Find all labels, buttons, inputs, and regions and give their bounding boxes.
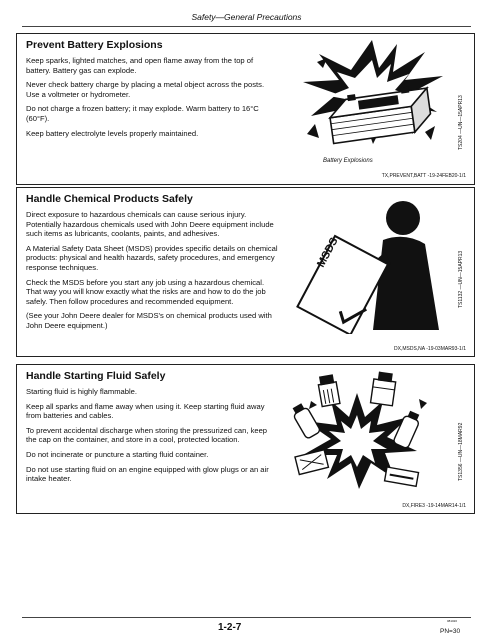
starting-fluid-explosion-icon: [287, 371, 437, 495]
footer-code: 081020: [447, 619, 458, 623]
person-reading-msds-icon: [287, 194, 447, 334]
section-title: Handle Chemical Products Safely: [26, 193, 193, 205]
header-divider: [22, 26, 471, 27]
section-starting-fluid: [16, 364, 475, 514]
illustration-caption: Battery Explosions: [323, 158, 373, 164]
paragraph: To prevent accidental discharge when storing the pressurized can, keep the cap on the container, and store in a cool, protected location.: [26, 425, 268, 445]
paragraph: Starting fluid is highly flammable.: [26, 387, 138, 396]
reference-code: DX,FIRE3 -19-14MAR14-1/1: [402, 503, 466, 509]
paragraph: Keep all sparks and flame away when using it. Keep starting fluid away from batteries and cables.: [26, 401, 265, 421]
paragraph: Do not incinerate or puncture a starting fluid container.: [26, 449, 209, 459]
figure-code: TS1132 —UN—15APR13: [458, 250, 464, 308]
paragraph: Keep sparks, lighted matches, and open flame away from the top of battery. Battery gas can explode.: [26, 56, 254, 75]
section-body: [26, 387, 278, 489]
paragraph: Check the MSDS before you start any job using a hazardous chemical. That way you will know exactly what the risks are and how to do the job safely. Then follow procedures and recommended equipment.: [26, 277, 266, 306]
section-chemical-products: [16, 187, 475, 357]
paragraph: A Material Safety Data Sheet (MSDS) provides specific details on chemical products: physical and health hazards, safety procedures, and emergency response techniques.: [26, 243, 278, 272]
figure-code: TS1356 —UN—18MAR92: [458, 422, 464, 481]
paragraph: Do not charge a frozen battery; it may explode. Warm battery to 16°C (60°F).: [26, 104, 259, 123]
footer-divider: [22, 617, 471, 618]
section-title: Prevent Battery Explosions: [26, 39, 163, 51]
msds-label: MSDS: [315, 235, 341, 270]
battery-explosion-icon: [297, 38, 447, 156]
pn-label: PN=30: [440, 628, 461, 635]
reference-code: DX,MSDS,NA -19-03MAR93-1/1: [394, 346, 466, 352]
section-battery-explosions: [16, 33, 475, 185]
paragraph: Direct exposure to hazardous chemicals can cause serious injury. Potentially hazardous chemicals used with John Deere equipment include such items as lubricants, coolants, paints, and adhesives.: [26, 210, 274, 239]
paragraph: (See your John Deere dealer for MSDS's on chemical products used with John Deere equipment.): [26, 311, 272, 330]
page-header-title: Safety—General Precautions: [191, 12, 302, 22]
section-body: [26, 56, 278, 143]
page-number: 1-2-7: [218, 622, 242, 633]
section-body: [26, 210, 278, 336]
paragraph: Do not use starting fluid on an engine equipped with glow plugs or an air intake heater.: [26, 464, 269, 484]
reference-code: TX,PREVENT,BATT -19-24FEB20-1/1: [381, 173, 466, 179]
figure-code: TS204 —UN—15APR13: [458, 95, 464, 150]
paragraph: Never check battery charge by placing a metal object across the posts. Use a voltmeter or hydrometer.: [26, 80, 265, 99]
section-title: Handle Starting Fluid Safely: [26, 370, 166, 382]
paragraph: Keep battery electrolyte levels properly maintained.: [26, 128, 199, 138]
